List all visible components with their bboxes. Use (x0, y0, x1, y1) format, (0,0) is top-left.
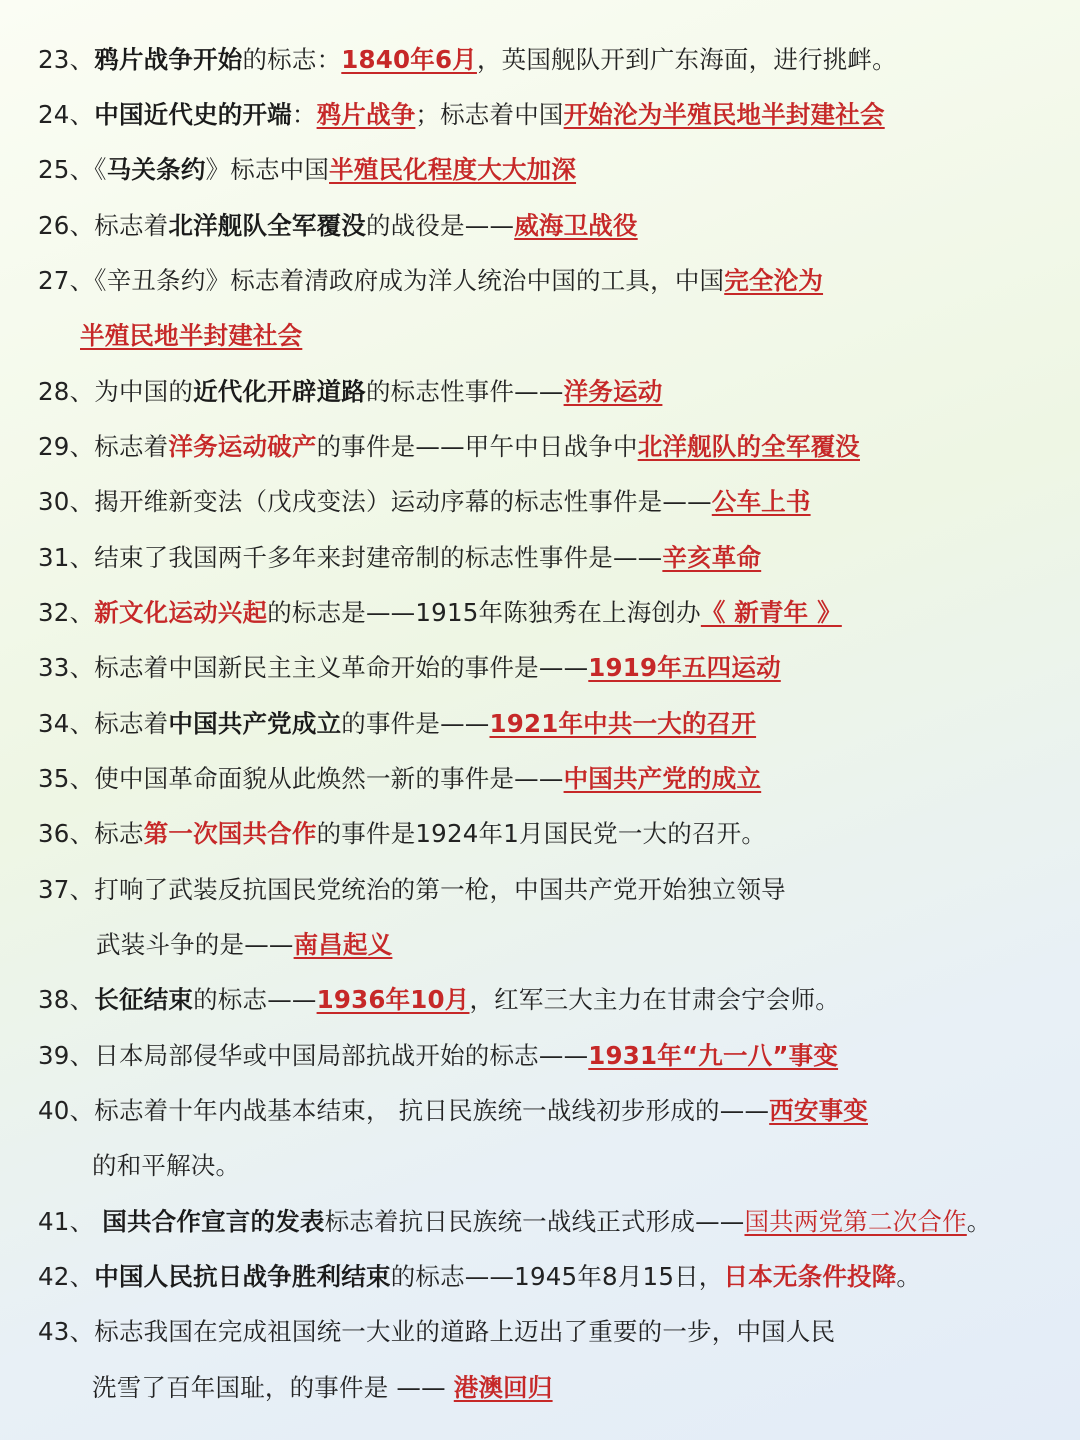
underlined-answer: 半殖民地半封建社会 (80, 321, 303, 350)
text-segment: 23、 (38, 45, 95, 74)
text-segment: 31、结束了我国两千多年来封建帝制的标志性事件是—— (38, 543, 663, 572)
text-segment: 的标志： (242, 45, 342, 74)
text-segment: 26、标志着 (38, 211, 169, 240)
text-segment: 的标志—— (193, 985, 317, 1014)
item-36 (38, 814, 1060, 854)
underlined-answer: 国共两党第二次合作 (744, 1207, 967, 1236)
underlined-answer: 半殖民化程度大大加深 (329, 155, 577, 184)
bold-keyword: 马关条约 (106, 155, 206, 184)
text-segment: 43、标志我国在完成祖国统一大业的道路上迈出了重要的一步，中国人民 (38, 1317, 836, 1346)
text-segment: 洗雪了百年国耻，的事件是 —— (92, 1373, 454, 1402)
text-segment: ；标志着中国 (415, 100, 564, 129)
bold-keyword: 中国共产党成立 (168, 709, 342, 738)
underlined-answer: 开始沦为半殖民地半封建社会 (563, 100, 885, 129)
bold-keyword: 长征结束 (94, 985, 194, 1014)
text-segment: 24、 (38, 100, 95, 129)
bold-keyword: 鸦片战争开始 (94, 45, 243, 74)
item-38 (38, 980, 1060, 1020)
text-segment: 30、揭开维新变法（戊戌变法）运动序幕的标志性事件是—— (38, 487, 712, 516)
text-segment: 的标志——1945年8月15日， (390, 1262, 724, 1291)
bold-keyword: 北洋舰队全军覆没 (168, 211, 366, 240)
underlined-answer: 港澳回归 (453, 1373, 553, 1402)
text-segment: 28、为中国的 (38, 377, 194, 406)
text-segment: 。 (966, 1207, 992, 1236)
text-segment: 的事件是1924年1月国民党一大的召开。 (316, 819, 767, 848)
item-27-continued (80, 316, 1060, 356)
text-segment: ，红军三大主力在甘肃会宁会师。 (469, 985, 840, 1014)
red-keyword: 日本无条件投降 (723, 1262, 897, 1291)
underlined-answer: 公车上书 (711, 487, 811, 516)
text-segment: 41、 (38, 1207, 103, 1236)
text-segment: 的和平解决。 (92, 1151, 241, 1180)
underlined-answer: 1840年6月 (341, 45, 477, 74)
underlined-answer: 1921年中共一大的召开 (489, 709, 757, 738)
bold-keyword: 国共合作宣言的发表 (102, 1207, 325, 1236)
item-43-continued (92, 1368, 1060, 1408)
text-segment: 25、《 (38, 155, 107, 184)
text-segment: 40、标志着十年内战基本结束， 抗日民族统一战线初步形成的—— (38, 1096, 770, 1125)
item-39 (38, 1036, 1060, 1076)
item-42 (38, 1257, 1060, 1297)
underlined-answer: 完全沦为 (724, 266, 824, 295)
underlined-answer: 1936年10月 (316, 985, 470, 1014)
red-keyword: 第一次国共合作 (143, 819, 317, 848)
text-segment: 的战役是—— (365, 211, 515, 240)
text-segment: 27、《辛丑条约》标志着清政府成为洋人统治中国的工具，中国 (38, 266, 725, 295)
underlined-answer: 南昌起义 (293, 930, 393, 959)
bold-keyword: 近代化开辟道路 (193, 377, 366, 406)
item-32 (38, 593, 1060, 633)
item-25 (38, 150, 1060, 190)
red-keyword: 洋务运动破产 (168, 432, 317, 461)
item-35 (38, 759, 1060, 799)
underlined-answer: 西安事变 (769, 1096, 868, 1125)
underlined-answer: 洋务运动 (563, 377, 663, 406)
item-41 (38, 1202, 1060, 1242)
text-segment: ，英国舰队开到广东海面，进行挑衅。 (476, 45, 897, 74)
text-segment: 37、打响了武装反抗国民党统治的第一枪，中国共产党开始独立领导 (38, 875, 786, 904)
underlined-answer: 中国共产党的成立 (563, 764, 762, 793)
item-31 (38, 538, 1060, 578)
underlined-answer: 辛亥革命 (662, 543, 762, 572)
text-segment: 的标志是——1915年陈独秀在上海创办 (267, 598, 701, 627)
text-segment: 29、标志着 (38, 432, 169, 461)
text-segment: 。 (896, 1262, 922, 1291)
text-segment: 38、 (38, 985, 95, 1014)
item-30 (38, 482, 1060, 522)
text-segment: 39、日本局部侵华或中国局部抗战开始的标志—— (38, 1041, 589, 1070)
bold-keyword: 中国人民抗日战争胜利结束 (94, 1262, 391, 1291)
item-43 (38, 1312, 1060, 1352)
text-segment: 的事件是—— (341, 709, 490, 738)
text-segment: 42、 (38, 1262, 95, 1291)
underlined-answer: 北洋舰队的全军覆没 (637, 432, 860, 461)
item-28 (38, 372, 1060, 412)
text-segment: 武装斗争的是—— (96, 930, 294, 959)
item-37-continued (96, 925, 1060, 965)
item-26 (38, 206, 1060, 246)
text-segment: 的标志性事件—— (365, 377, 564, 406)
text-segment: 35、使中国革命面貌从此焕然一新的事件是—— (38, 764, 564, 793)
item-40-continued (92, 1146, 1060, 1186)
underlined-answer: 1919年五四运动 (588, 653, 781, 682)
text-segment: 34、标志着 (38, 709, 169, 738)
text-segment: 33、标志着中国新民主主义革命开始的事件是—— (38, 653, 589, 682)
item-24 (38, 95, 1060, 135)
item-37 (38, 870, 1060, 910)
item-29 (38, 427, 1060, 467)
item-34 (38, 704, 1060, 744)
text-segment: 的事件是——甲午中日战争中 (316, 432, 638, 461)
text-segment: 标志着抗日民族统一战线正式形成—— (324, 1207, 745, 1236)
item-27 (38, 261, 1060, 301)
underlined-answer: 鸦片战争 (316, 100, 416, 129)
item-33 (38, 648, 1060, 688)
text-segment: 》标志中国 (205, 155, 330, 184)
text-segment: 36、标志 (38, 819, 144, 848)
item-23 (38, 40, 1060, 80)
item-40 (38, 1091, 1060, 1131)
red-keyword: 新文化运动兴起 (94, 598, 268, 627)
underlined-answer: 1931年“九一八”事变 (588, 1041, 839, 1070)
underlined-answer: 威海卫战役 (514, 211, 638, 240)
underlined-answer: 《 新青年 》 (700, 598, 842, 627)
text-segment: ： (291, 100, 317, 129)
text-segment: 32、 (38, 598, 95, 627)
bold-keyword: 中国近代史的开端 (94, 100, 292, 129)
